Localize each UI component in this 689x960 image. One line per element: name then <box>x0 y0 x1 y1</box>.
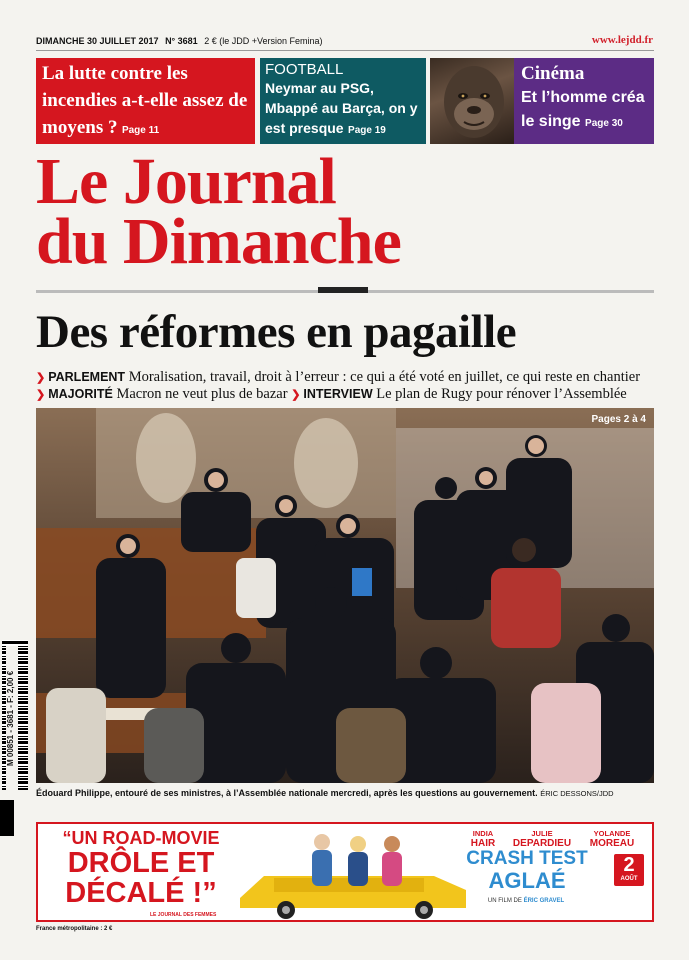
newspaper-masthead <box>36 145 656 278</box>
teaser-football-kicker: FOOTBALL <box>265 61 344 78</box>
deck-text-interview: Le plan de Rugy pour rénover l’Assemblée <box>376 386 627 402</box>
photo-pages-reference: Pages 2 à 4 <box>591 414 646 425</box>
chevron-right-icon: ❯ <box>36 389 46 401</box>
teaser-cinema-page: Page 30 <box>585 118 623 129</box>
footer-price-note: France métropolitaine : 2 € <box>36 926 113 932</box>
deck-keyword-majorite: MAJORITÉ <box>48 387 113 401</box>
main-headline[interactable]: Des réformes en pagaille <box>36 306 517 358</box>
ad-quote-line-1: “UN ROAD-MOVIE <box>62 828 220 848</box>
teaser-football[interactable] <box>260 58 426 144</box>
teaser-wildfires-text: La lutte contre les incendies a-t-elle assez de moyens ? <box>42 63 248 138</box>
ad-actor-3 <box>584 830 640 849</box>
ape-portrait-image <box>430 58 514 144</box>
ad-movie-title-line-1: CRASH TEST <box>466 848 588 869</box>
teaser-wildfires-page: Page 11 <box>121 125 160 136</box>
teaser-wildfires[interactable] <box>36 58 255 144</box>
issue-price: 2 € (le JDD +Version Femina) <box>204 36 323 46</box>
ad-quote-line-2: DRÔLE ET DÉCALÉ !” <box>65 847 217 909</box>
photo-caption <box>36 787 654 800</box>
assembly-photo[interactable] <box>36 408 654 783</box>
barcode-text: M 00851 - 3681 - F: 2,00 € <box>6 646 18 790</box>
chevron-right-icon: ❯ <box>36 372 46 384</box>
deck-keyword-parlement: PARLEMENT <box>48 370 126 384</box>
issue-number: N° 3681 <box>165 36 198 46</box>
ad-car-illustration <box>234 828 472 920</box>
ad-actor-2-first: JULIE <box>531 829 553 838</box>
deck-line-2 <box>36 385 676 404</box>
teaser-cinema[interactable] <box>514 58 654 144</box>
ad-actor-1 <box>468 830 498 849</box>
deck-text-parlement: Moralisation, travail, droit à l’erreur : ce qui a été voté en juillet, ce qui reste en chantier <box>128 369 641 385</box>
ad-quote <box>46 828 236 908</box>
masthead-line-2: du Dimanche <box>36 205 401 278</box>
teaser-football-text: Neymar au PSG, Mbappé au Barça, on y est presque <box>265 80 418 136</box>
ad-actor-3-last: MOREAU <box>589 838 635 849</box>
ad-release-day: 2 <box>623 854 635 876</box>
movie-advertisement[interactable] <box>36 822 654 922</box>
masthead-line-1: Le Journal <box>36 145 336 218</box>
photo-caption-text: Édouard Philippe, entouré de ses ministres, à l’Assemblée nationale mercredi, après les questions au gouvernement. <box>36 788 538 798</box>
ad-release-badge <box>614 854 644 886</box>
ad-director-prefix: UN FILM DE <box>487 898 522 904</box>
ad-movie-title <box>443 848 611 893</box>
top-divider <box>36 50 654 51</box>
ad-director <box>470 898 582 904</box>
ad-actor-3-first: YOLANDE <box>593 829 631 838</box>
issue-info-line <box>36 34 654 48</box>
chevron-right-icon: ❯ <box>291 389 301 401</box>
teaser-football-page: Page 19 <box>348 125 386 136</box>
ad-release-month: AOÛT <box>620 876 638 882</box>
photo-credit: ÉRIC DESSONS/JDD <box>540 789 614 798</box>
teaser-cinema-kicker: Cinéma <box>521 63 585 84</box>
print-registration-mark <box>0 800 14 836</box>
issue-date: DIMANCHE 30 JUILLET 2017 <box>36 36 159 46</box>
deck-keyword-interview: INTERVIEW <box>303 387 373 401</box>
teaser-cinema-text: Et l’homme créa le singe <box>521 89 645 130</box>
ad-actor-2-last: DEPARDIEU <box>512 838 572 849</box>
ad-director-name: ÉRIC GRAVEL <box>523 898 565 904</box>
assembly-scene-illustration <box>36 408 654 783</box>
website-link[interactable]: www.lejdd.fr <box>591 34 653 46</box>
ad-movie-title-line-2: AGLAÉ <box>488 868 566 893</box>
ape-face-illustration <box>430 58 514 144</box>
ad-actor-2 <box>512 830 572 849</box>
masthead-divider-accent <box>318 287 368 293</box>
ad-actor-1-last: HAIR <box>470 838 496 849</box>
ad-quote-source: LE JOURNAL DES FEMMES <box>150 912 217 918</box>
ad-actor-1-first: INDIA <box>472 829 494 838</box>
deck-text-majorite: Macron ne veut plus de bazar <box>116 386 288 402</box>
